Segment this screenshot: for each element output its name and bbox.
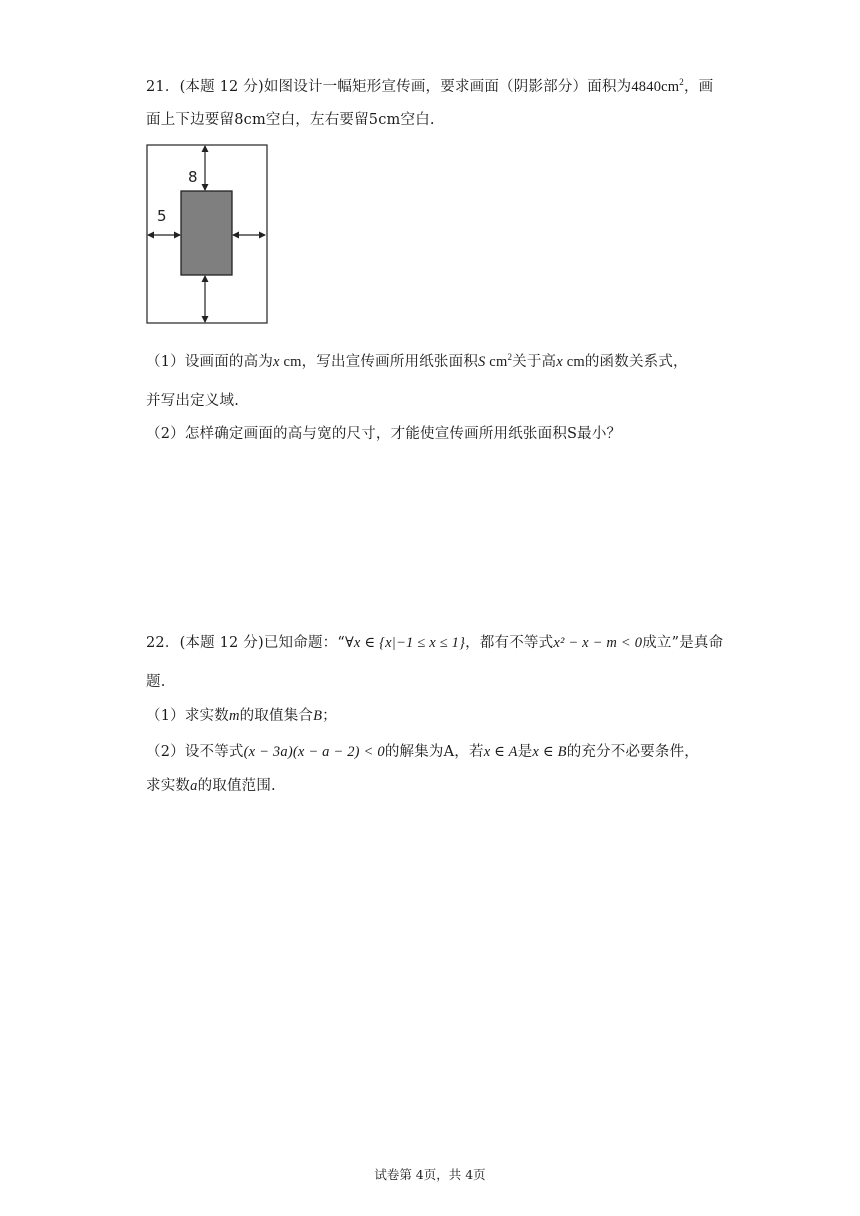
q21-p1-b: ，写出宣传画所用纸张面积 [301, 354, 479, 370]
q21-p1-d: 的函数关系式， [584, 354, 688, 370]
q21-line-1 [146, 75, 713, 96]
q22-p2-line2-b: 的取值范围. [197, 778, 276, 794]
q22-part2-line-1 [146, 740, 699, 761]
q21-p1-c: 关于高 [512, 354, 557, 370]
q22-p2-c: 是 [517, 744, 533, 760]
q21-p1-exp: 2 [507, 352, 513, 362]
shaded-picture-area [181, 191, 232, 275]
q21-line-2 [146, 108, 435, 129]
q22-p2-cond2: x ∈ B [532, 744, 567, 760]
q21-number: 21． [146, 79, 180, 95]
q22-number: 22． [146, 635, 180, 651]
q22-p2-b: 的解集为A，若 [384, 744, 484, 760]
q21-area-value: 4840cm [631, 79, 680, 95]
q22-p1-B: B [313, 708, 323, 724]
q21-intro-b: ，画 [683, 79, 714, 95]
q22-part1 [146, 704, 337, 725]
q21-p1-line2: 并写出定义域. [146, 393, 240, 409]
q22-p1-m: m [228, 708, 240, 724]
q21-p1-cm3: cm [562, 354, 585, 370]
q22-line-1 [146, 631, 723, 652]
q21-p1-S: S [478, 354, 486, 370]
q21-p1-a: （1）设画面的高为 [146, 354, 274, 370]
q22-p2-d: 的充分不必要条件， [566, 744, 699, 760]
q22-p2-a: （2）设不等式 [146, 744, 244, 760]
q22-intro-b: ，都有不等式 [465, 635, 554, 651]
label-side-margin: 5 [157, 207, 167, 225]
q22-set-expr: ∀x ∈ {x|−1 ≤ x ≤ 1} [344, 635, 466, 651]
q21-area-exp: 2 [679, 77, 684, 87]
label-top-margin: 8 [188, 168, 198, 186]
page-footer: 试卷第 4页，共 4页 [374, 1167, 486, 1182]
q22-p2-inequality: (x − 3a)(x − a − 2) < 0 [243, 744, 385, 760]
q22-line-2 [146, 670, 166, 691]
q21-p1-cm: cm [279, 354, 302, 370]
q21-p2: （2）怎样确定画面的高与宽的尺寸，才能使宣传画所用纸张面积S最小？ [146, 426, 622, 442]
q22-inequality: x² − x − m < 0 [553, 635, 643, 651]
q22-p2-line2-a: 求实数 [146, 778, 191, 794]
q21-p1-x: x [273, 354, 280, 370]
q22-p2-a-var: a [190, 778, 198, 794]
q22-score: (本题 12 分) [179, 635, 264, 651]
q21-score: (本题 12 分) [179, 79, 264, 95]
q22-line2-text: 题. [146, 674, 166, 690]
poster-diagram [146, 144, 270, 326]
q22-part2-line-2 [146, 774, 276, 795]
q22-p1-a: （1）求实数 [146, 708, 229, 724]
q21-part1-line-1 [146, 350, 688, 371]
q21-p1-cm2: cm [485, 354, 508, 370]
q22-p2-cond1: x ∈ A [483, 744, 518, 760]
q21-p1-x2: x [556, 354, 563, 370]
q21-part1-line-2 [146, 389, 239, 410]
q21-part2 [146, 422, 621, 443]
q21-intro-a: 如图设计一幅矩形宣传画，要求画面（阴影部分）面积为 [263, 79, 632, 95]
q22-intro-c: 成立”是真命 [642, 635, 724, 651]
q21-line2-text: 面上下边要留8cm空白，左右要留5cm空白. [146, 112, 435, 128]
q22-intro-a: 已知命题：“ [263, 635, 345, 651]
q22-p1-b: 的取值集合 [239, 708, 314, 724]
q22-p1-c: ； [322, 708, 337, 724]
